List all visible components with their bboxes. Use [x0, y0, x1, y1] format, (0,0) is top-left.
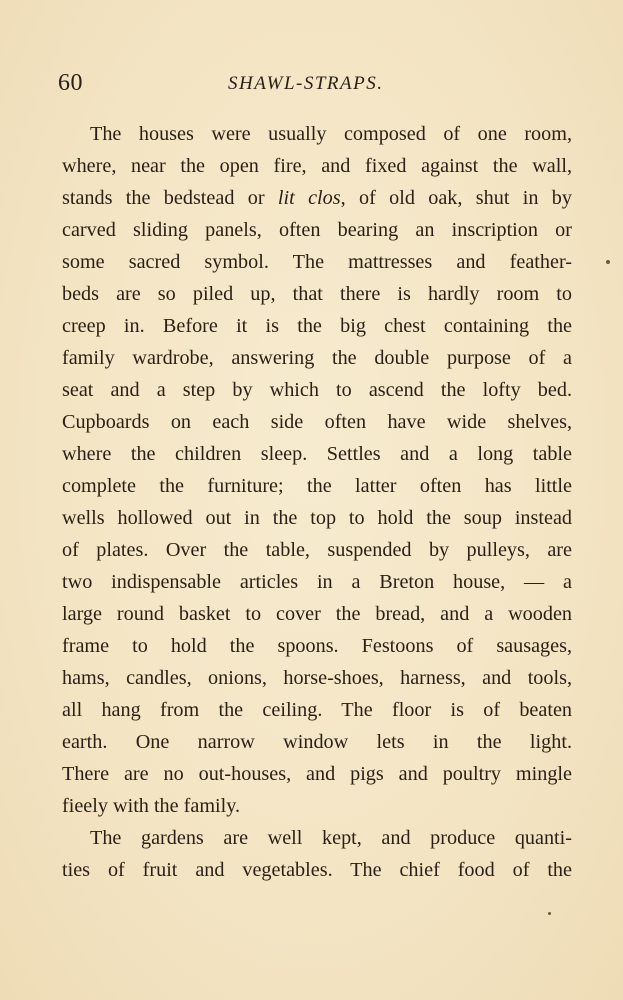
text-line: beds are so piled up, that there is hardly room to [62, 283, 572, 305]
text-line: Cupboards on each side often have wide shelves, [62, 411, 572, 433]
running-head: SHAWL-STRAPS. [228, 73, 384, 94]
body-text [62, 118, 572, 886]
page-header [58, 70, 568, 100]
text-line: ties of fruit and vegetables. The chief food of the [62, 859, 572, 881]
text-line: fieely with the family. [62, 795, 241, 817]
paper-speck [606, 260, 610, 264]
text-line: creep in. Before it is the big chest containing the [62, 315, 572, 337]
text-line: large round basket to cover the bread, and a wooden [62, 603, 572, 625]
text-line: There are no out-houses, and pigs and poultry mingle [62, 763, 572, 785]
text-line: The houses were usually composed of one room, [90, 123, 572, 145]
text-line: earth. One narrow window lets in the light. [62, 731, 572, 753]
text-line: where the children sleep. Settles and a long table [62, 443, 572, 465]
italic-term: lit clos [277, 187, 341, 209]
text-line: of plates. Over the table, suspended by pulleys, are [62, 539, 572, 561]
text-line: two indispensable articles in a Breton house, — a [62, 571, 572, 593]
page-number: 60 [58, 70, 83, 96]
text-line: The gardens are well kept, and produce quanti- [90, 827, 572, 849]
text-line: complete the furniture; the latter often has little [62, 475, 572, 497]
text-line: some sacred symbol. The mattresses and feather- [62, 251, 572, 273]
paper-speck [548, 912, 551, 915]
paragraph [62, 118, 572, 822]
text-line: frame to hold the spoons. Festoons of sausages, [62, 635, 572, 657]
text-line: seat and a step by which to ascend the lofty bed. [62, 379, 572, 401]
paragraph [62, 822, 572, 886]
text-line: hams, candles, onions, horse-shoes, harness, and tools, [62, 667, 572, 689]
text-line: wells hollowed out in the top to hold the soup instead [62, 507, 572, 529]
text-line: where, near the open fire, and fixed against the wall, [62, 155, 572, 177]
text-line: family wardrobe, answering the double purpose of a [62, 347, 572, 369]
text-line: stands the bedstead or lit clos, of old oak, shut in by [62, 187, 572, 209]
text-line: all hang from the ceiling. The floor is of beaten [62, 699, 572, 721]
text-line: carved sliding panels, often bearing an inscription or [62, 219, 572, 241]
